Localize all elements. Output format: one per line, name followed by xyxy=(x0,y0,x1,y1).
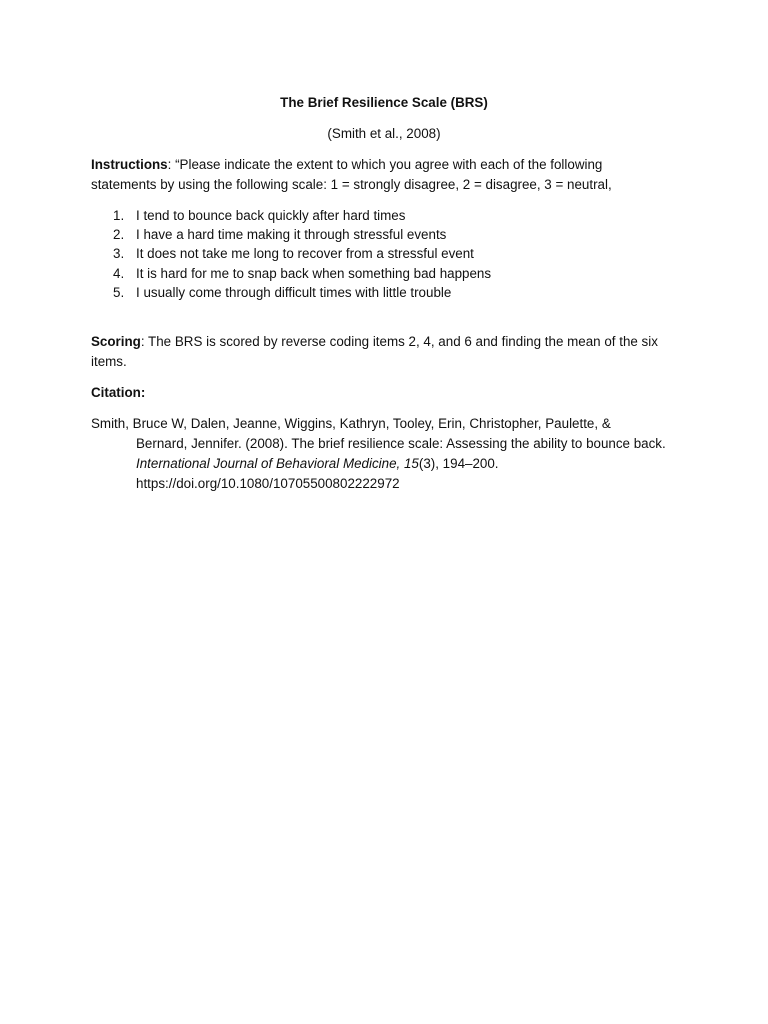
reference-line-2: Bernard, Jennifer. (2008). The brief resilience scale: Assessing the ability to bounce back. xyxy=(136,436,666,451)
instructions-line-2: statements by using the following scale: 1 = strongly disagree, 2 = disagree, 3 = neutral, xyxy=(91,177,612,192)
item-number: 2. xyxy=(113,227,125,243)
reference-line-3 xyxy=(91,454,711,474)
reference-line-1: Smith, Bruce W, Dalen, Jeanne, Wiggins, Kathryn, Tooley, Erin, Christopher, Paulette, & xyxy=(91,416,611,431)
item-text: I have a hard time making it through stressful events xyxy=(136,227,447,243)
item-text: It is hard for me to snap back when something bad happens xyxy=(136,265,492,281)
reference-entry xyxy=(91,414,711,494)
citation-heading: Citation: xyxy=(91,385,146,400)
reference-journal: International Journal of Behavioral Medicine, 15 xyxy=(136,456,419,471)
instructions-paragraph xyxy=(91,155,691,195)
scoring-line-1 xyxy=(91,332,691,352)
reference-doi: https://doi.org/10.1080/10705500802222972 xyxy=(136,476,400,491)
scoring-text-1: : The BRS is scored by reverse coding items 2, 4, and 6 and finding the mean of the six xyxy=(140,334,658,349)
item-number: 4. xyxy=(113,265,125,281)
item-number: 1. xyxy=(113,208,125,223)
document-subtitle: (Smith et al., 2008) xyxy=(327,126,441,141)
scoring-label: Scoring xyxy=(91,334,141,349)
instructions-label: Instructions xyxy=(91,157,168,172)
scoring-paragraph xyxy=(91,332,691,372)
item-text: I usually come through difficult times with little trouble xyxy=(136,284,452,300)
instructions-line-1 xyxy=(91,155,691,175)
item-text: It does not take me long to recover from a stressful event xyxy=(136,246,474,262)
document-title: The Brief Resilience Scale (BRS) xyxy=(280,95,488,110)
item-number: 3. xyxy=(113,246,125,262)
item-number: 5. xyxy=(113,284,125,300)
instructions-text-1: : “Please indicate the extent to which you agree with each of the following xyxy=(167,157,603,172)
reference-issue-pages: (3), 194–200. xyxy=(418,456,499,471)
scoring-line-2: items. xyxy=(91,354,127,369)
item-text: I tend to bounce back quickly after hard times xyxy=(136,208,406,223)
